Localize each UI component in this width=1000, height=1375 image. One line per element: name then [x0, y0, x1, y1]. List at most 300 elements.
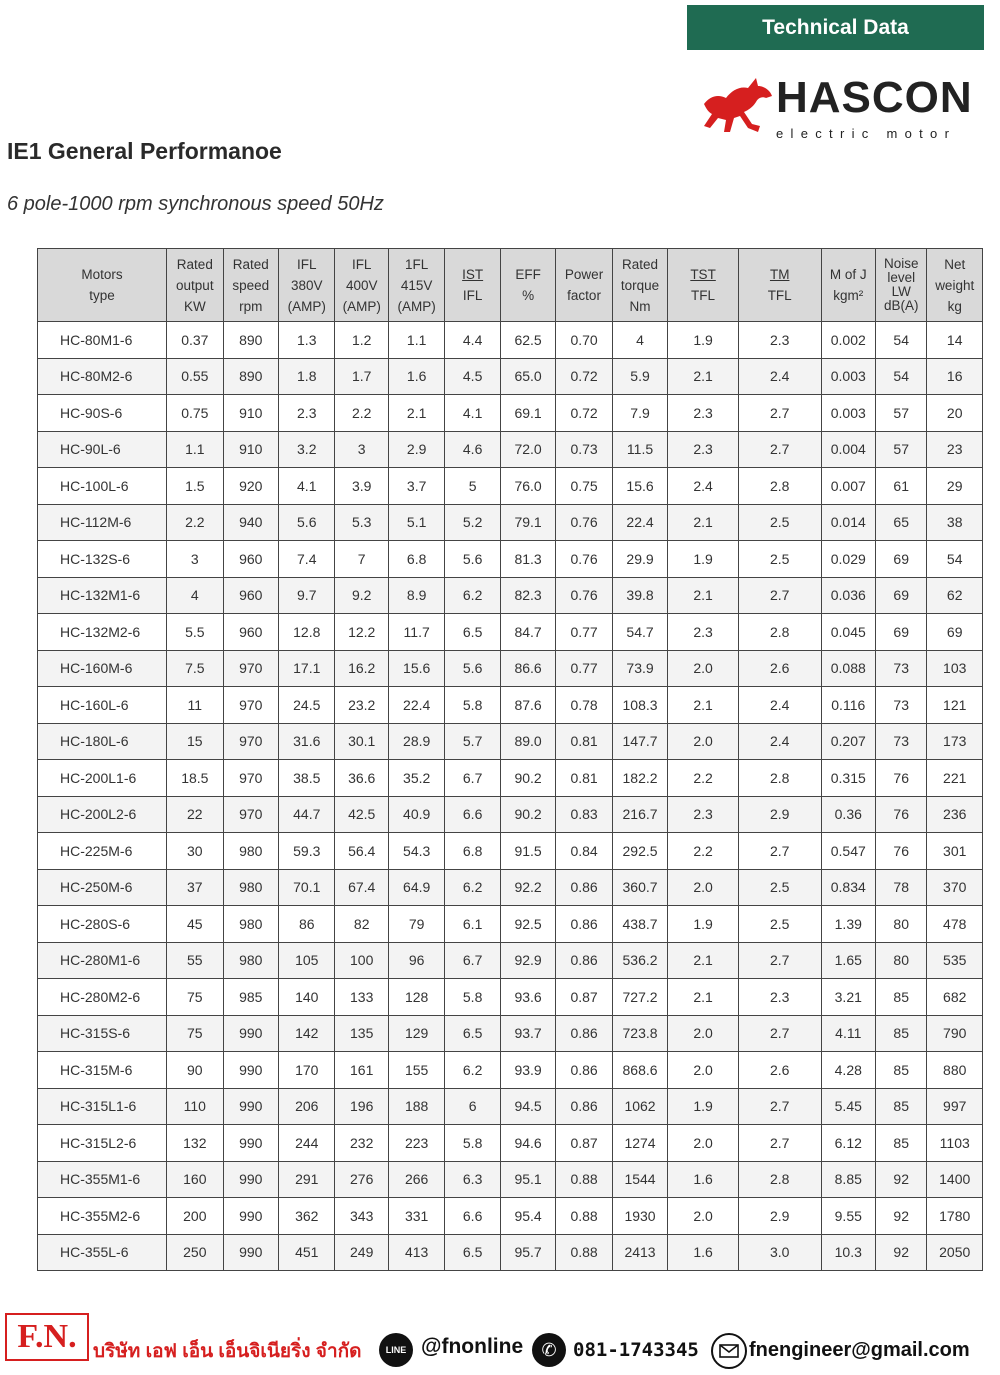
table-cell: 7 [335, 541, 388, 578]
table-cell: 92 [876, 1234, 927, 1271]
table-cell: 880 [927, 1052, 983, 1089]
table-cell: 1780 [927, 1198, 983, 1235]
table-cell: 2.7 [738, 942, 821, 979]
table-cell: 76.0 [500, 468, 555, 505]
column-header [500, 249, 555, 322]
table-cell: 69 [927, 614, 983, 651]
table-cell: 7.9 [612, 395, 667, 432]
page-title: IE1 General Performanoe [7, 138, 282, 164]
table-cell: 0.76 [556, 504, 612, 541]
table-cell: 0.86 [556, 1088, 612, 1125]
table-cell: 2.5 [738, 541, 821, 578]
table-cell: 2.3 [668, 431, 739, 468]
table-cell: 12.2 [335, 614, 388, 651]
table-body [38, 322, 983, 1271]
table-cell: 478 [927, 906, 983, 943]
table-cell: 95.1 [500, 1161, 555, 1198]
table-cell: 4.4 [445, 322, 500, 359]
table-cell: 5.6 [445, 650, 500, 687]
column-header-line: 400V [345, 277, 378, 293]
column-header-line: (AMP) [397, 298, 436, 314]
table-cell: 15.6 [612, 468, 667, 505]
table-cell: 84.7 [500, 614, 555, 651]
table-cell: 35.2 [388, 760, 444, 797]
table-cell: 2.0 [668, 723, 739, 760]
column-header-line: output [176, 277, 214, 293]
table-cell: 69 [876, 577, 927, 614]
table-cell: 970 [223, 650, 278, 687]
motor-type-cell: HC-90S-6 [38, 395, 167, 432]
table-cell: 3.0 [738, 1234, 821, 1271]
company-name: บริษัท เอฟ เอ็น เอ็นจิเนียริ่ง จำกัด [93, 1341, 362, 1362]
table-cell: 2.1 [668, 577, 739, 614]
table-cell: 129 [388, 1015, 444, 1052]
table-cell: 1.6 [668, 1161, 739, 1198]
table-cell: 92.9 [500, 942, 555, 979]
table-cell: 0.002 [821, 322, 875, 359]
table-cell: 0.014 [821, 504, 875, 541]
table-cell: 6.8 [388, 541, 444, 578]
table-cell: 2.2 [668, 833, 739, 870]
table-cell: 1.8 [279, 358, 335, 395]
table-cell: 0.55 [167, 358, 223, 395]
table-cell: 0.207 [821, 723, 875, 760]
table-cell: 2.3 [668, 796, 739, 833]
column-header-line: KW [183, 298, 206, 314]
table-header-row [38, 249, 983, 322]
column-header-line: kg [947, 298, 962, 314]
table-cell: 980 [223, 869, 278, 906]
motor-type-cell: HC-355M1-6 [38, 1161, 167, 1198]
table-cell: 0.834 [821, 869, 875, 906]
table-cell: 2.6 [738, 650, 821, 687]
table-cell: 2.7 [738, 1088, 821, 1125]
table-cell: 2.8 [738, 468, 821, 505]
table-cell: 95.7 [500, 1234, 555, 1271]
table-cell: 0.036 [821, 577, 875, 614]
table-cell: 62.5 [500, 322, 555, 359]
table-cell: 38 [927, 504, 983, 541]
table-cell: 2.2 [167, 504, 223, 541]
table-cell: 6.5 [445, 1234, 500, 1271]
table-cell: 75 [167, 979, 223, 1016]
column-header-line: 380V [290, 277, 323, 293]
table-cell: 206 [279, 1088, 335, 1125]
table-cell: 0.76 [556, 541, 612, 578]
table-cell: 0.77 [556, 650, 612, 687]
table-cell: 2.5 [738, 869, 821, 906]
column-header-line: EFF [515, 267, 541, 282]
table-cell: 82 [335, 906, 388, 943]
motor-type-cell: HC-112M-6 [38, 504, 167, 541]
table-cell: 0.004 [821, 431, 875, 468]
table-cell: 990 [223, 1052, 278, 1089]
table-cell: 4 [167, 577, 223, 614]
brand-name: HASCON [776, 73, 973, 122]
table-cell: 997 [927, 1088, 983, 1125]
table-cell: 9.55 [821, 1198, 875, 1235]
table-cell: 232 [335, 1125, 388, 1162]
table-row [38, 723, 983, 760]
column-header-line: TFL [691, 288, 716, 303]
table-cell: 291 [279, 1161, 335, 1198]
fn-logo: F.N. [5, 1313, 89, 1361]
table-cell: 1.65 [821, 942, 875, 979]
table-cell: 40.9 [388, 796, 444, 833]
table-cell: 86.6 [500, 650, 555, 687]
table-cell: 73 [876, 687, 927, 724]
table-cell: 22.4 [612, 504, 667, 541]
table-cell: 3 [335, 431, 388, 468]
table-cell: 92 [876, 1161, 927, 1198]
table-cell: 92.2 [500, 869, 555, 906]
table-cell: 64.9 [388, 869, 444, 906]
column-header-line: TST [690, 267, 716, 282]
column-header-line: weight [935, 277, 975, 293]
column-header-line: LW [891, 284, 911, 299]
table-cell: 23 [927, 431, 983, 468]
email-link[interactable]: fnengineer@gmail.com [749, 1339, 970, 1361]
column-header-line: speed [232, 277, 270, 293]
column-header [612, 249, 667, 322]
table-cell: 82.3 [500, 577, 555, 614]
column-header [388, 249, 444, 322]
table-cell: 22.4 [388, 687, 444, 724]
table-cell: 2.8 [738, 614, 821, 651]
table-row [38, 833, 983, 870]
table-cell: 216.7 [612, 796, 667, 833]
column-header [927, 249, 983, 322]
table-row [38, 1015, 983, 1052]
motor-type-cell: HC-315S-6 [38, 1015, 167, 1052]
column-header [821, 249, 875, 322]
table-cell: 0.88 [556, 1198, 612, 1235]
table-cell: 5.3 [335, 504, 388, 541]
column-header-line: % [522, 288, 535, 303]
table-cell: 2.9 [388, 431, 444, 468]
column-header-line: Nm [629, 298, 651, 314]
table-cell: 2.1 [668, 687, 739, 724]
table-cell: 6 [445, 1088, 500, 1125]
motor-type-cell: HC-90L-6 [38, 431, 167, 468]
table-cell: 0.81 [556, 760, 612, 797]
table-row [38, 1088, 983, 1125]
table-cell: 970 [223, 760, 278, 797]
column-header [335, 249, 388, 322]
table-cell: 5.6 [279, 504, 335, 541]
table-row [38, 577, 983, 614]
table-cell: 4.5 [445, 358, 500, 395]
table-cell: 10.3 [821, 1234, 875, 1271]
table-cell: 0.36 [821, 796, 875, 833]
column-header-line: 1FL [405, 256, 429, 272]
table-cell: 1400 [927, 1161, 983, 1198]
table-cell: 331 [388, 1198, 444, 1235]
technical-data-banner: Technical Data [687, 5, 984, 50]
column-header-line: IFL [462, 288, 483, 303]
table-cell: 5.8 [445, 687, 500, 724]
table-cell: 45 [167, 906, 223, 943]
table-cell: 57 [876, 431, 927, 468]
table-cell: 6.3 [445, 1161, 500, 1198]
table-cell: 85 [876, 979, 927, 1016]
table-cell: 5.1 [388, 504, 444, 541]
table-cell: 2.4 [668, 468, 739, 505]
table-cell: 7.5 [167, 650, 223, 687]
table-cell: 2.7 [738, 1125, 821, 1162]
table-cell: 940 [223, 504, 278, 541]
table-cell: 990 [223, 1234, 278, 1271]
table-cell: 2.7 [738, 431, 821, 468]
table-row [38, 760, 983, 797]
table-cell: 236 [927, 796, 983, 833]
column-header-line: IFL [296, 256, 317, 272]
table-cell: 6.1 [445, 906, 500, 943]
table-cell: 173 [927, 723, 983, 760]
table-cell: 3.2 [279, 431, 335, 468]
table-cell: 6.7 [445, 942, 500, 979]
table-cell: 54 [876, 358, 927, 395]
table-cell: 1.1 [388, 322, 444, 359]
phone-icon: ✆ [532, 1333, 566, 1367]
table-cell: 970 [223, 796, 278, 833]
motor-type-cell: HC-280S-6 [38, 906, 167, 943]
table-cell: 1.5 [167, 468, 223, 505]
table-cell: 93.7 [500, 1015, 555, 1052]
table-cell: 128 [388, 979, 444, 1016]
table-cell: 4.11 [821, 1015, 875, 1052]
motor-type-cell: HC-160L-6 [38, 687, 167, 724]
table-cell: 276 [335, 1161, 388, 1198]
table-cell: 360.7 [612, 869, 667, 906]
column-header [556, 249, 612, 322]
table-cell: 890 [223, 322, 278, 359]
table-cell: 1.7 [335, 358, 388, 395]
table-cell: 0.72 [556, 395, 612, 432]
table-cell: 103 [927, 650, 983, 687]
table-cell: 108.3 [612, 687, 667, 724]
table-row [38, 541, 983, 578]
column-header-line: Rated [622, 256, 659, 272]
table-cell: 4.1 [279, 468, 335, 505]
table-cell: 16 [927, 358, 983, 395]
table-cell: 438.7 [612, 906, 667, 943]
table-cell: 0.78 [556, 687, 612, 724]
table-cell: 4.6 [445, 431, 500, 468]
table-cell: 536.2 [612, 942, 667, 979]
table-cell: 2.2 [668, 760, 739, 797]
table-cell: 910 [223, 395, 278, 432]
table-cell: 1103 [927, 1125, 983, 1162]
table-row [38, 358, 983, 395]
column-header-line: kgm² [833, 288, 864, 303]
table-cell: 200 [167, 1198, 223, 1235]
table-cell: 196 [335, 1088, 388, 1125]
table-row [38, 869, 983, 906]
motor-type-cell: HC-315M-6 [38, 1052, 167, 1089]
table-cell: 413 [388, 1234, 444, 1271]
table-cell: 2.0 [668, 869, 739, 906]
column-header-line: TFL [767, 288, 792, 303]
brand-subtitle: electric motor [776, 126, 957, 141]
table-cell: 2.4 [738, 723, 821, 760]
column-header-line: M of J [829, 267, 867, 282]
table-cell: 85 [876, 1052, 927, 1089]
table-cell: 2.8 [738, 760, 821, 797]
table-cell: 62 [927, 577, 983, 614]
column-header-line: (AMP) [342, 298, 381, 314]
table-cell: 980 [223, 906, 278, 943]
table-cell: 3.7 [388, 468, 444, 505]
table-cell: 6.8 [445, 833, 500, 870]
table-cell: 76 [876, 760, 927, 797]
table-cell: 69 [876, 541, 927, 578]
table-cell: 69 [876, 614, 927, 651]
table-cell: 343 [335, 1198, 388, 1235]
table-cell: 292.5 [612, 833, 667, 870]
table-cell: 79 [388, 906, 444, 943]
table-row [38, 322, 983, 359]
table-cell: 18.5 [167, 760, 223, 797]
column-header-line: Rated [232, 256, 269, 272]
table-cell: 2.1 [668, 358, 739, 395]
table-cell: 2.5 [738, 906, 821, 943]
table-cell: 0.007 [821, 468, 875, 505]
table-cell: 362 [279, 1198, 335, 1235]
table-cell: 0.003 [821, 358, 875, 395]
table-cell: 5.8 [445, 1125, 500, 1162]
table-cell: 61 [876, 468, 927, 505]
table-cell: 960 [223, 577, 278, 614]
table-cell: 2413 [612, 1234, 667, 1271]
table-cell: 6.2 [445, 869, 500, 906]
table-row [38, 614, 983, 651]
table-cell: 132 [167, 1125, 223, 1162]
table-cell: 910 [223, 431, 278, 468]
table-cell: 6.2 [445, 1052, 500, 1089]
table-cell: 85 [876, 1088, 927, 1125]
table-cell: 0.045 [821, 614, 875, 651]
table-row [38, 468, 983, 505]
motor-type-cell: HC-132S-6 [38, 541, 167, 578]
phone-number[interactable]: 081-1743345 [573, 1339, 699, 1361]
table-cell: 990 [223, 1161, 278, 1198]
table-cell: 17.1 [279, 650, 335, 687]
mail-icon [711, 1333, 747, 1369]
table-cell: 81.3 [500, 541, 555, 578]
table-cell: 980 [223, 942, 278, 979]
table-cell: 266 [388, 1161, 444, 1198]
motor-type-cell: HC-200L2-6 [38, 796, 167, 833]
table-cell: 2.1 [668, 979, 739, 1016]
table-cell: 5.5 [167, 614, 223, 651]
table-row [38, 504, 983, 541]
motor-type-cell: HC-315L2-6 [38, 1125, 167, 1162]
table-cell: 73 [876, 723, 927, 760]
column-header-line: IFL [351, 256, 372, 272]
table-cell: 0.86 [556, 869, 612, 906]
column-header-line: TM [769, 267, 790, 282]
table-cell: 57 [876, 395, 927, 432]
table-cell: 121 [927, 687, 983, 724]
table-cell: 0.88 [556, 1234, 612, 1271]
table-cell: 2.3 [279, 395, 335, 432]
table-cell: 12.8 [279, 614, 335, 651]
table-cell: 0.88 [556, 1161, 612, 1198]
table-cell: 3.21 [821, 979, 875, 1016]
table-row [38, 1125, 983, 1162]
table-cell: 0.86 [556, 906, 612, 943]
table-row [38, 1234, 983, 1271]
table-cell: 2.2 [335, 395, 388, 432]
table-cell: 0.77 [556, 614, 612, 651]
table-cell: 970 [223, 723, 278, 760]
table-cell: 38.5 [279, 760, 335, 797]
column-header-line: Motors [81, 267, 123, 282]
table-row [38, 1052, 983, 1089]
column-header [223, 249, 278, 322]
table-cell: 20 [927, 395, 983, 432]
table-cell: 1.3 [279, 322, 335, 359]
table-cell: 135 [335, 1015, 388, 1052]
motor-type-cell: HC-132M2-6 [38, 614, 167, 651]
table-cell: 1.9 [668, 1088, 739, 1125]
motor-type-cell: HC-100L-6 [38, 468, 167, 505]
table-cell: 1.39 [821, 906, 875, 943]
table-cell: 2.0 [668, 1015, 739, 1052]
table-row [38, 1161, 983, 1198]
table-cell: 6.5 [445, 614, 500, 651]
table-cell: 36.6 [335, 760, 388, 797]
table-cell: 250 [167, 1234, 223, 1271]
table-cell: 2.3 [738, 979, 821, 1016]
table-cell: 30 [167, 833, 223, 870]
table-cell: 2.3 [668, 614, 739, 651]
table-cell: 93.6 [500, 979, 555, 1016]
table-cell: 67.4 [335, 869, 388, 906]
column-header-line: Rated [176, 256, 213, 272]
table-cell: 682 [927, 979, 983, 1016]
table-cell: 1544 [612, 1161, 667, 1198]
table-cell: 2.0 [668, 1052, 739, 1089]
table-cell: 990 [223, 1198, 278, 1235]
table-cell: 920 [223, 468, 278, 505]
table-cell: 75 [167, 1015, 223, 1052]
table-cell: 0.75 [167, 395, 223, 432]
line-id-link[interactable]: @fnonline [421, 1335, 524, 1358]
table-cell: 9.2 [335, 577, 388, 614]
table-cell: 59.3 [279, 833, 335, 870]
table-cell: 0.315 [821, 760, 875, 797]
motor-type-cell: HC-355L-6 [38, 1234, 167, 1271]
table-cell: 5.9 [612, 358, 667, 395]
table-cell: 0.088 [821, 650, 875, 687]
table-cell: 1.9 [668, 906, 739, 943]
table-row [38, 431, 983, 468]
table-cell: 2.7 [738, 577, 821, 614]
table-cell: 2.3 [738, 322, 821, 359]
table-cell: 87.6 [500, 687, 555, 724]
table-cell: 2.1 [388, 395, 444, 432]
table-cell: 92.5 [500, 906, 555, 943]
table-cell: 2.4 [738, 358, 821, 395]
table-cell: 985 [223, 979, 278, 1016]
table-cell: 0.37 [167, 322, 223, 359]
table-cell: 2.0 [668, 1198, 739, 1235]
table-cell: 170 [279, 1052, 335, 1089]
column-header-line: 415V [400, 277, 433, 293]
performance-table [37, 248, 983, 1271]
